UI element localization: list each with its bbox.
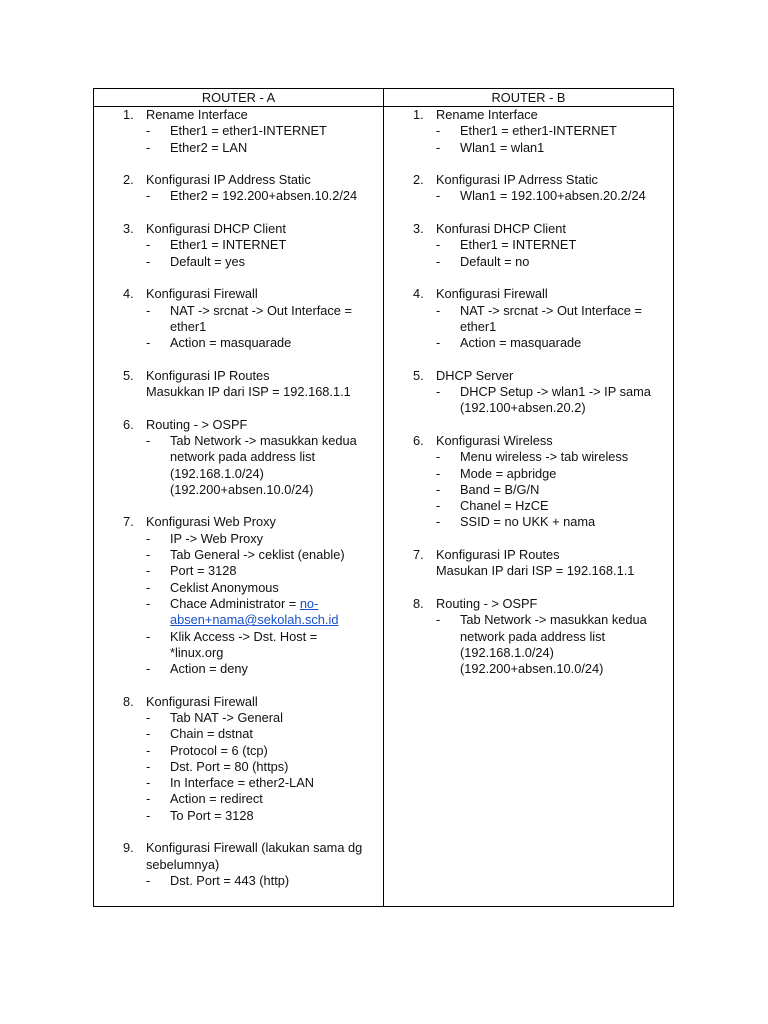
sub-list-item bbox=[94, 808, 383, 824]
sub-list bbox=[384, 612, 673, 677]
dash-bullet-icon: - bbox=[146, 563, 151, 579]
sub-item-text-segment: (192.100+absen.20.2) bbox=[460, 400, 586, 416]
step-item bbox=[94, 514, 383, 677]
dash-bullet-icon: - bbox=[436, 449, 441, 465]
dash-bullet-icon: - bbox=[146, 237, 151, 253]
dash-bullet-icon: - bbox=[436, 302, 441, 318]
dash-bullet-icon: - bbox=[146, 758, 151, 774]
sub-item-text-segment: Dst. Port = 80 (https) bbox=[170, 758, 289, 774]
sub-item-text-segment: Ether2 = 192.200+absen.10.2/24 bbox=[170, 188, 358, 204]
step-item bbox=[384, 221, 673, 270]
sub-item-text-segment: Wlan1 = wlan1 bbox=[460, 139, 545, 155]
step-item bbox=[94, 107, 383, 156]
sub-list-item bbox=[384, 140, 673, 156]
sub-item-text bbox=[170, 791, 365, 807]
sub-list bbox=[94, 237, 383, 270]
sub-list bbox=[384, 449, 673, 530]
sub-item-text-segment: network pada address list bbox=[460, 628, 606, 644]
sub-list-item bbox=[94, 580, 383, 596]
sub-item-text-segment: NAT -> srcnat -> Out Interface = bbox=[170, 302, 352, 318]
sub-item-text bbox=[170, 596, 365, 612]
step-number: 7. bbox=[123, 514, 134, 530]
sub-list-item bbox=[94, 563, 383, 579]
dash-bullet-icon: - bbox=[146, 661, 151, 677]
sub-item-text bbox=[170, 303, 365, 319]
sub-list bbox=[94, 531, 383, 678]
step-number: 8. bbox=[413, 595, 424, 611]
sub-list bbox=[384, 237, 673, 270]
sub-list-item bbox=[94, 433, 383, 498]
sub-list-item bbox=[94, 775, 383, 791]
dash-bullet-icon: - bbox=[436, 384, 441, 400]
sub-item-text-segment: NAT -> srcnat -> Out Interface = bbox=[460, 302, 642, 318]
dash-bullet-icon: - bbox=[436, 498, 441, 514]
sub-item-text bbox=[170, 629, 365, 645]
sub-list bbox=[384, 384, 673, 417]
sub-list-item bbox=[384, 466, 673, 482]
dash-bullet-icon: - bbox=[146, 530, 151, 546]
sub-item-text-segment: Port = 3128 bbox=[170, 563, 237, 579]
sub-item-text bbox=[170, 433, 365, 449]
sub-item-text bbox=[170, 563, 365, 579]
sub-list-item bbox=[94, 791, 383, 807]
sub-item-text bbox=[170, 466, 365, 482]
sub-item-text-segment: network pada address list bbox=[170, 449, 316, 465]
step-title: Konfigurasi IP Routes bbox=[146, 367, 270, 383]
sub-item-text-segment: Tab NAT -> General bbox=[170, 709, 283, 725]
step-number: 5. bbox=[123, 367, 134, 383]
sub-item-text-segment: Tab General -> ceklist (enable) bbox=[170, 547, 345, 563]
step-number: 6. bbox=[123, 416, 134, 432]
sub-item-text bbox=[170, 482, 365, 498]
step-item bbox=[94, 368, 383, 401]
step-item bbox=[94, 221, 383, 270]
sub-list-item bbox=[384, 498, 673, 514]
step-item bbox=[384, 107, 673, 156]
sub-item-text-segment: To Port = 3128 bbox=[170, 807, 254, 823]
dash-bullet-icon: - bbox=[146, 742, 151, 758]
sub-item-text bbox=[460, 335, 655, 351]
sub-list bbox=[384, 303, 673, 352]
table-header-row bbox=[94, 89, 673, 107]
dash-bullet-icon: - bbox=[436, 335, 441, 351]
sub-item-text-segment: *linux.org bbox=[170, 644, 224, 660]
sub-item-text bbox=[170, 335, 365, 351]
sub-item-text-segment: Tab Network -> masukkan kedua bbox=[170, 432, 357, 448]
sub-list-item bbox=[94, 661, 383, 677]
sub-item-text bbox=[170, 710, 365, 726]
step-number: 3. bbox=[123, 221, 134, 237]
dash-bullet-icon: - bbox=[146, 628, 151, 644]
step-note: Masukan IP dari ISP = 192.168.1.1 bbox=[436, 563, 635, 579]
config-table bbox=[93, 88, 674, 907]
dash-bullet-icon: - bbox=[146, 775, 151, 791]
step-title: Rename Interface bbox=[146, 107, 248, 122]
sub-list-item bbox=[384, 384, 673, 417]
sub-item-text bbox=[460, 384, 655, 400]
email-link[interactable]: absen+nama@sekolah.sch.id bbox=[170, 612, 339, 628]
sub-item-text bbox=[460, 303, 655, 319]
sub-list bbox=[94, 303, 383, 352]
sub-list-item bbox=[94, 140, 383, 156]
sub-item-text bbox=[170, 254, 365, 270]
dash-bullet-icon: - bbox=[436, 253, 441, 269]
step-item bbox=[94, 172, 383, 205]
sub-item-text-segment: SSID = no UKK + nama bbox=[460, 514, 596, 530]
sub-item-text-segment: Ether1 = ether1-INTERNET bbox=[460, 123, 617, 139]
sub-list-item bbox=[94, 743, 383, 759]
sub-item-text bbox=[460, 629, 655, 645]
dash-bullet-icon: - bbox=[146, 872, 151, 888]
sub-item-text-segment: Chain = dstnat bbox=[170, 726, 253, 742]
sub-item-text bbox=[170, 645, 365, 661]
dash-bullet-icon: - bbox=[146, 547, 151, 563]
dash-bullet-icon: - bbox=[146, 335, 151, 351]
sub-item-text-segment: (192.168.1.0/24) bbox=[170, 465, 264, 481]
sub-item-text bbox=[460, 449, 655, 465]
sub-item-text-segment: Action = masquarade bbox=[460, 335, 582, 351]
sub-item-text bbox=[170, 759, 365, 775]
dash-bullet-icon: - bbox=[436, 465, 441, 481]
header-router-a: ROUTER - A bbox=[201, 90, 276, 105]
step-title: Konfigurasi Firewall (lakukan sama dg bbox=[146, 840, 363, 856]
sub-item-text bbox=[170, 237, 365, 253]
step-number: 4. bbox=[123, 286, 134, 302]
sub-item-text bbox=[460, 498, 655, 514]
sub-item-text-segment: Protocol = 6 (tcp) bbox=[170, 742, 268, 758]
dash-bullet-icon: - bbox=[436, 237, 441, 253]
step-title-continuation: sebelumnya) bbox=[146, 856, 220, 872]
sub-item-text-segment: Ceklist Anonymous bbox=[170, 579, 279, 595]
sub-item-text-segment: Action = redirect bbox=[170, 791, 263, 807]
sub-list-item bbox=[94, 254, 383, 270]
step-title: Rename Interface bbox=[436, 107, 538, 122]
sub-item-text-segment: (192.168.1.0/24) bbox=[460, 644, 554, 660]
sub-item-text bbox=[460, 123, 655, 139]
sub-item-text bbox=[460, 645, 655, 661]
step-item bbox=[384, 286, 673, 351]
step-number: 1. bbox=[413, 107, 424, 122]
step-item bbox=[94, 417, 383, 498]
sub-list-item bbox=[94, 547, 383, 563]
sub-item-text bbox=[170, 726, 365, 742]
step-item bbox=[384, 547, 673, 580]
sub-list-item bbox=[384, 612, 673, 677]
step-item bbox=[384, 368, 673, 417]
sub-item-text-segment: Wlan1 = 192.100+absen.20.2/24 bbox=[460, 188, 646, 204]
sub-item-text bbox=[170, 319, 365, 335]
sub-item-text bbox=[170, 661, 365, 677]
sub-item-text bbox=[170, 808, 365, 824]
sub-item-text-segment: Ether1 = INTERNET bbox=[460, 237, 577, 253]
sub-item-text bbox=[170, 775, 365, 791]
step-title: Konfigurasi IP Adrress Static bbox=[436, 172, 598, 188]
sub-list-item bbox=[384, 514, 673, 530]
sub-item-text-segment: ether1 bbox=[460, 318, 497, 334]
step-number: 5. bbox=[413, 367, 424, 383]
sub-item-text-segment: Default = yes bbox=[170, 253, 246, 269]
sub-item-text bbox=[170, 140, 365, 156]
step-title: Konfigurasi Firewall bbox=[146, 286, 258, 302]
dash-bullet-icon: - bbox=[436, 514, 441, 530]
sub-list-item bbox=[384, 123, 673, 139]
dash-bullet-icon: - bbox=[146, 123, 151, 139]
step-number: 8. bbox=[123, 693, 134, 709]
sub-item-text-segment: Ether1 = INTERNET bbox=[170, 237, 287, 253]
step-number: 9. bbox=[123, 840, 134, 856]
dash-bullet-icon: - bbox=[436, 123, 441, 139]
step-item bbox=[94, 840, 383, 889]
step-title: Konfigurasi Web Proxy bbox=[146, 514, 276, 530]
sub-item-text bbox=[460, 237, 655, 253]
sub-item-text-segment: IP -> Web Proxy bbox=[170, 530, 264, 546]
sub-item-text-segment: Mode = apbridge bbox=[460, 465, 557, 481]
sub-list bbox=[384, 188, 673, 204]
sub-list-item bbox=[94, 710, 383, 726]
dash-bullet-icon: - bbox=[146, 188, 151, 204]
sub-item-text-segment: DHCP Setup -> wlan1 -> IP sama bbox=[460, 384, 651, 400]
sub-item-text bbox=[460, 400, 655, 416]
dash-bullet-icon: - bbox=[146, 139, 151, 155]
sub-list bbox=[94, 873, 383, 889]
dash-bullet-icon: - bbox=[436, 481, 441, 497]
dash-bullet-icon: - bbox=[146, 302, 151, 318]
sub-list-item bbox=[384, 188, 673, 204]
sub-list bbox=[94, 433, 383, 498]
sub-item-text bbox=[460, 254, 655, 270]
sub-item-text bbox=[460, 514, 655, 530]
step-title: Konfigurasi Firewall bbox=[146, 693, 258, 709]
sub-list-item bbox=[94, 629, 383, 662]
router-b-column bbox=[383, 107, 673, 906]
step-title: Routing - > OSPF bbox=[146, 416, 248, 432]
dash-bullet-icon: - bbox=[146, 709, 151, 725]
sub-item-text-segment: Band = B/G/N bbox=[460, 481, 540, 497]
sub-list-item bbox=[94, 123, 383, 139]
sub-list bbox=[94, 188, 383, 204]
sub-list-item bbox=[384, 237, 673, 253]
header-router-b: ROUTER - B bbox=[383, 89, 673, 106]
step-title: Konfigurasi IP Routes bbox=[436, 547, 560, 563]
sub-item-text bbox=[170, 743, 365, 759]
dash-bullet-icon: - bbox=[146, 579, 151, 595]
sub-list-item bbox=[384, 449, 673, 465]
step-number: 3. bbox=[413, 221, 424, 237]
step-title: Konfigurasi DHCP Client bbox=[146, 221, 286, 237]
sub-list bbox=[94, 123, 383, 156]
sub-list-item bbox=[384, 254, 673, 270]
step-number: 7. bbox=[413, 547, 424, 563]
sub-list-item bbox=[384, 335, 673, 351]
sub-item-text bbox=[460, 482, 655, 498]
sub-list-item bbox=[94, 726, 383, 742]
step-item bbox=[384, 433, 673, 531]
sub-list-item bbox=[94, 335, 383, 351]
sub-item-text-segment: Action = masquarade bbox=[170, 335, 292, 351]
sub-list-item bbox=[94, 873, 383, 889]
sub-item-text bbox=[460, 140, 655, 156]
step-item bbox=[94, 694, 383, 824]
step-item bbox=[94, 286, 383, 351]
sub-item-text-segment: ether1 bbox=[170, 318, 207, 334]
step-title: Konfigurasi IP Address Static bbox=[146, 172, 311, 188]
step-item bbox=[384, 172, 673, 205]
sub-item-text bbox=[170, 531, 365, 547]
sub-item-text bbox=[170, 873, 365, 889]
dash-bullet-icon: - bbox=[146, 432, 151, 448]
sub-item-text-segment: Klik Access -> Dst. Host = bbox=[170, 628, 318, 644]
sub-item-text-segment: Action = deny bbox=[170, 661, 248, 677]
dash-bullet-icon: - bbox=[146, 595, 151, 611]
sub-item-text-segment: Chace Administrator = bbox=[170, 595, 300, 611]
step-title: Routing - > OSPF bbox=[436, 595, 538, 611]
sub-item-text-segment: Tab Network -> masukkan kedua bbox=[460, 612, 647, 628]
sub-item-text-segment: Ether2 = LAN bbox=[170, 139, 248, 155]
dash-bullet-icon: - bbox=[146, 791, 151, 807]
sub-item-text bbox=[170, 612, 365, 628]
sub-item-text-segment: In Interface = ether2-LAN bbox=[170, 775, 315, 791]
dash-bullet-icon: - bbox=[436, 139, 441, 155]
step-number: 2. bbox=[123, 172, 134, 188]
dash-bullet-icon: - bbox=[146, 807, 151, 823]
sub-item-text bbox=[460, 661, 655, 677]
step-item bbox=[384, 596, 673, 677]
step-note: Masukkan IP dari ISP = 192.168.1.1 bbox=[146, 384, 351, 400]
sub-item-text bbox=[170, 580, 365, 596]
step-title: Konfigurasi Firewall bbox=[436, 286, 548, 302]
sub-item-text bbox=[460, 319, 655, 335]
table-body-row bbox=[94, 107, 673, 906]
sub-list-item bbox=[94, 188, 383, 204]
sub-list-item bbox=[384, 482, 673, 498]
sub-item-text bbox=[170, 188, 365, 204]
dash-bullet-icon: - bbox=[146, 726, 151, 742]
sub-item-text bbox=[460, 188, 655, 204]
sub-item-text-segment: Dst. Port = 443 (http) bbox=[170, 872, 290, 888]
email-link[interactable]: no- bbox=[299, 595, 319, 611]
sub-item-text bbox=[170, 449, 365, 465]
sub-item-text-segment: Menu wireless -> tab wireless bbox=[460, 449, 629, 465]
router-a-column bbox=[94, 107, 383, 906]
sub-item-text-segment: Ether1 = ether1-INTERNET bbox=[170, 123, 327, 139]
sub-list bbox=[94, 710, 383, 824]
sub-item-text bbox=[170, 123, 365, 139]
sub-list-item bbox=[384, 303, 673, 336]
sub-list-item bbox=[94, 531, 383, 547]
dash-bullet-icon: - bbox=[436, 188, 441, 204]
sub-item-text-segment: Default = no bbox=[460, 253, 530, 269]
sub-item-text bbox=[460, 466, 655, 482]
step-title: DHCP Server bbox=[436, 367, 514, 383]
sub-list-item bbox=[94, 596, 383, 629]
dash-bullet-icon: - bbox=[146, 253, 151, 269]
step-number: 2. bbox=[413, 172, 424, 188]
sub-list-item bbox=[94, 237, 383, 253]
sub-list-item bbox=[94, 759, 383, 775]
step-number: 6. bbox=[413, 432, 424, 448]
sub-item-text-segment: Chanel = HzCE bbox=[460, 498, 549, 514]
step-title: Konfurasi DHCP Client bbox=[436, 221, 566, 237]
step-number: 1. bbox=[123, 107, 134, 122]
step-title: Konfigurasi Wireless bbox=[436, 432, 553, 448]
step-number: 4. bbox=[413, 286, 424, 302]
sub-item-text bbox=[460, 612, 655, 628]
sub-list bbox=[384, 123, 673, 156]
sub-list-item bbox=[94, 303, 383, 336]
sub-item-text bbox=[170, 547, 365, 563]
sub-item-text-segment: (192.200+absen.10.0/24) bbox=[170, 481, 314, 497]
dash-bullet-icon: - bbox=[436, 612, 441, 628]
sub-item-text-segment: (192.200+absen.10.0/24) bbox=[460, 661, 604, 677]
